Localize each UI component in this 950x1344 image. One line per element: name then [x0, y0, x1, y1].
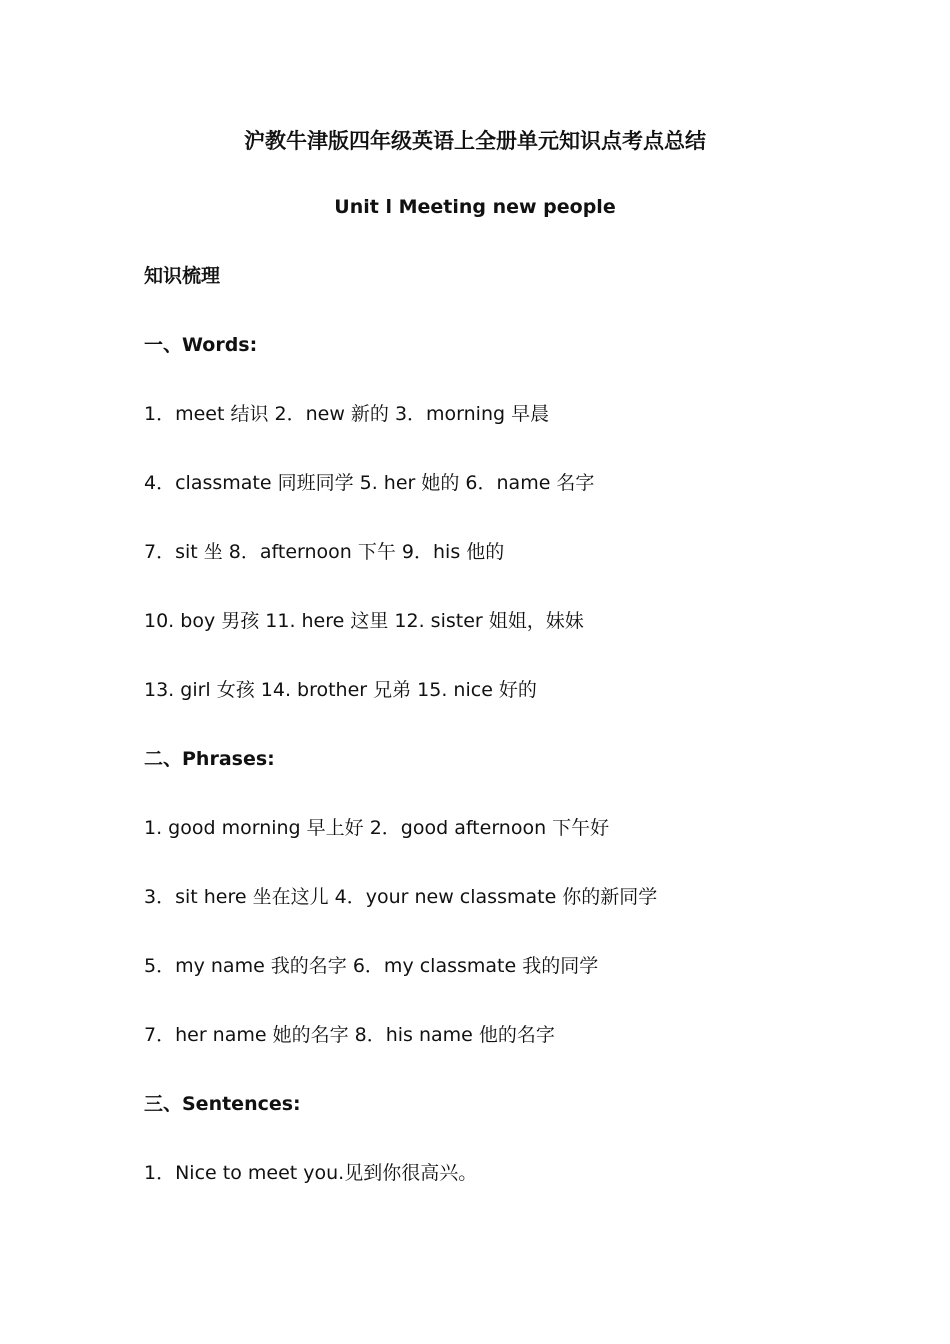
phrases-line-1: 1. good morning 早上好 2．good afternoon 下午好	[144, 817, 610, 839]
words-heading: 一、Words:	[144, 334, 258, 356]
phrases-line-2: 3．sit here 坐在这儿 4．your new classmate 你的新同学	[144, 886, 658, 908]
words-line-4: 10. boy 男孩 11. here 这里 12. sister 姐姐，妹妹	[144, 610, 584, 632]
words-line-5: 13. girl 女孩 14. brother 兄弟 15. nice 好的	[144, 679, 537, 701]
phrases-line-4: 7．her name 她的名字 8．his name 他的名字	[144, 1024, 555, 1046]
sentences-line-1: 1．Nice to meet you.见到你很高兴。	[144, 1162, 478, 1184]
words-line-2: 4．classmate 同班同学 5. her 她的 6．name 名字	[144, 472, 595, 494]
words-line-3: 7．sit 坐 8．afternoon 下午 9．his 他的	[144, 541, 505, 563]
sentences-heading: 三、Sentences:	[144, 1093, 301, 1115]
phrases-heading: 二、Phrases:	[144, 748, 275, 770]
section-knowledge-heading: 知识梳理	[144, 265, 221, 287]
phrases-line-3: 5．my name 我的名字 6．my classmate 我的同学	[144, 955, 599, 977]
words-line-1: 1．meet 结识 2．new 新的 3．morning 早晨	[144, 403, 550, 425]
unit-title: Unit l Meeting new people	[334, 196, 616, 218]
document-title: 沪教牛津版四年级英语上全册单元知识点考点总结	[244, 129, 706, 153]
